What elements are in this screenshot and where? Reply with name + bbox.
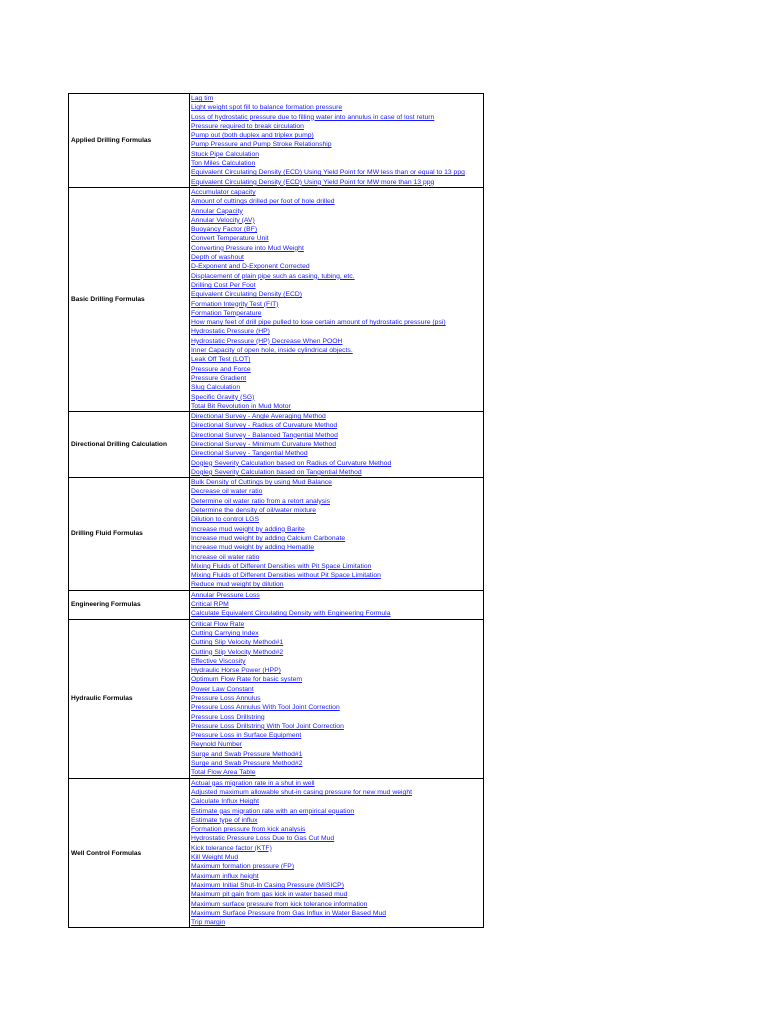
formula-link[interactable]: Estimate type of influx xyxy=(191,816,258,824)
category-label: Hydraulic Formulas xyxy=(69,619,190,778)
links-cell xyxy=(190,94,484,188)
formula-link[interactable]: Determine the density of oil/water mixture xyxy=(191,507,317,515)
category-label: Basic Drilling Formulas xyxy=(69,187,190,411)
section-row xyxy=(69,619,484,778)
formula-link[interactable]: Directional Survey - Radius of Curvature Method xyxy=(191,422,338,430)
formula-link[interactable]: Pressure required to break circulation xyxy=(191,122,304,130)
formula-link[interactable]: Total Flow Area Table xyxy=(191,769,256,777)
section-row xyxy=(69,412,484,478)
category-label: Well Control Formulas xyxy=(69,778,190,928)
formula-link[interactable]: Surge and Swab Pressure Method#2 xyxy=(191,760,303,768)
formula-link[interactable]: Cutting Carrying Index xyxy=(191,629,259,637)
formula-link[interactable]: Directional Survey - Balanced Tangential Method xyxy=(191,431,338,439)
formula-link[interactable]: Calculate Influx Height xyxy=(191,798,260,806)
formula-link[interactable]: Inner Capacity of open hole, inside cylindrical objects. xyxy=(191,347,353,355)
formula-link[interactable]: Pump Pressure and Pump Stroke Relationship xyxy=(191,141,332,149)
formula-link[interactable]: Stuck Pipe Calculation xyxy=(191,150,260,158)
formula-link[interactable]: Maximum influx height xyxy=(191,872,259,880)
formula-link[interactable]: Formation Temperature xyxy=(191,309,262,317)
section-row xyxy=(69,187,484,411)
formula-link[interactable]: Pump out (both duplex and triplex pump) xyxy=(191,132,314,140)
formula-link[interactable]: Reduce mud weight by dilution xyxy=(191,581,284,589)
formula-link[interactable]: Critical Flow Rate xyxy=(191,620,245,628)
formula-link[interactable]: Maximum Surface Pressure from Gas Influx in Water Based Mud xyxy=(191,909,387,917)
formula-link[interactable]: Directional Survey - Minimum Curvature Method xyxy=(191,440,337,448)
formula-link[interactable]: Directional Survey - Tangential Method xyxy=(191,450,308,458)
formula-link[interactable]: Annular Velocity (AV) xyxy=(191,216,255,224)
formula-link[interactable]: Increase mud weight by adding Calcium Carbonate xyxy=(191,534,346,542)
formula-link[interactable]: Bulk Density of Cuttings by using Mud Balance xyxy=(191,479,332,487)
formula-link[interactable]: Decrease oil water ratio xyxy=(191,488,263,496)
formula-link[interactable]: Trip margin xyxy=(191,919,226,927)
section-row xyxy=(69,778,484,928)
formula-link[interactable]: Convert Temperature Unit xyxy=(191,235,269,243)
formula-link[interactable]: Ton Miles Calculation xyxy=(191,160,256,168)
formula-link[interactable]: Lag tim xyxy=(191,95,214,102)
formula-link[interactable]: Power Law Constant xyxy=(191,685,254,693)
formula-link[interactable]: Pressure Loss in Surface Equipment xyxy=(191,732,302,740)
formula-link[interactable]: Total Bit Revolution in Mud Motor xyxy=(191,402,291,410)
formula-link[interactable]: Loss of hydrostatic pressure due to filling water into annulus in case of lost return xyxy=(191,113,435,121)
formula-link[interactable]: Cutting Slip Velocity Method#1 xyxy=(191,639,284,647)
formula-link[interactable]: Pressure Loss Drillstring xyxy=(191,713,265,721)
formula-link[interactable]: D-Exponent and D-Exponent Corrected xyxy=(191,263,310,271)
formula-link[interactable]: Pressure Loss Drillstring With Tool Joint Correction xyxy=(191,722,344,730)
formula-link[interactable]: Cutting Slip Velocity Method#2 xyxy=(191,648,284,656)
formula-link[interactable]: Dogleg Severity Calculation based on Tangential Method xyxy=(191,468,362,476)
formula-index-table xyxy=(68,93,484,928)
formula-link[interactable]: Equivalent Circulating Density (ECD) xyxy=(191,291,303,299)
formula-link[interactable]: Displacement of plain pipe such as casing, tubing, etc. xyxy=(191,272,355,280)
formula-link[interactable]: Effective Viscosity xyxy=(191,657,246,665)
category-label: Applied Drilling Formulas xyxy=(69,94,190,188)
formula-link[interactable]: Optimum Flow Rate for basic system xyxy=(191,676,303,684)
links-cell xyxy=(190,590,484,619)
section-row xyxy=(69,94,484,188)
formula-link[interactable]: Leak Off Test (LOT) xyxy=(191,356,251,364)
formula-link[interactable]: Reynold Number xyxy=(191,741,242,749)
links-cell xyxy=(190,619,484,778)
formula-link[interactable]: Annular Capacity xyxy=(191,207,243,215)
formula-link[interactable]: Pressure and Force xyxy=(191,365,251,373)
section-row xyxy=(69,590,484,619)
formula-link[interactable]: Surge and Swab Pressure Method#1 xyxy=(191,750,303,758)
formula-link[interactable]: Annular Pressure Loss xyxy=(191,591,260,599)
formula-link[interactable]: Light weight spot fill to balance formation pressure xyxy=(191,104,343,112)
formula-link[interactable]: Mixing Fluids of Different Densities with Pit Space Limitation xyxy=(191,562,372,570)
formula-link[interactable]: Pressure Loss Annulus With Tool Joint Correction xyxy=(191,704,340,712)
formula-link[interactable]: Dogleg Severity Calculation based on Radius of Curvature Method xyxy=(191,459,392,467)
formula-link[interactable]: Mixing Fluids of Different Densities without Pit Space Limitation xyxy=(191,572,381,580)
formula-link[interactable]: Maximum Initial Shut-In Casing Pressure (MISICP) xyxy=(191,881,344,889)
formula-link[interactable]: Formation pressure from kick analysis xyxy=(191,826,306,834)
formula-link[interactable]: Equivalent Circulating Density (ECD) Using Yield Point for MW more than 13 ppg xyxy=(191,178,435,186)
formula-link[interactable]: Slug Calculation xyxy=(191,384,241,392)
formula-link[interactable]: Kill Weight Mud xyxy=(191,854,239,862)
formula-link[interactable]: Increase mud weight by adding Hematite xyxy=(191,544,315,552)
formula-link[interactable]: Dilution to control LGS xyxy=(191,516,260,524)
links-cell xyxy=(190,478,484,591)
formula-link[interactable]: Specific Gravity (SG) xyxy=(191,393,255,401)
formula-link[interactable]: Pressure Gradient xyxy=(191,374,247,382)
formula-link[interactable]: Buoyancy Factor (BF) xyxy=(191,226,258,234)
formula-link[interactable]: Drilling Cost Per Foot xyxy=(191,281,256,289)
formula-link[interactable]: Calculate Equivalent Circulating Density with Engineering Formula xyxy=(191,610,391,618)
formula-link[interactable]: Increase mud weight by adding Barite xyxy=(191,525,305,533)
formula-link[interactable]: Equivalent Circulating Density (ECD) Using Yield Point for MW less than or equal to 13 ppg xyxy=(191,169,465,177)
section-row xyxy=(69,478,484,591)
formula-link[interactable]: Maximum formation pressure (FP) xyxy=(191,863,295,871)
formula-link[interactable]: Accumulator capacity xyxy=(191,188,256,196)
formula-link[interactable]: Determine oil water ratio from a retort analysis xyxy=(191,497,331,505)
formula-link[interactable]: Amount of cuttings drilled per foot of hole drilled xyxy=(191,198,335,206)
category-label: Engineering Formulas xyxy=(69,590,190,619)
formula-link[interactable]: Hydrostatic Pressure (HP) xyxy=(191,328,270,336)
formula-link[interactable]: Maximum pit gain from gas kick in water based mud xyxy=(191,891,348,899)
formula-link[interactable]: Depth of washout xyxy=(191,254,244,262)
formula-link[interactable]: Hydraulic Horse Power (HPP) xyxy=(191,667,281,675)
formula-link[interactable]: Maximum surface pressure from kick tolerance information xyxy=(191,900,368,908)
formula-link[interactable]: Converting Pressure into Mud Weight xyxy=(191,244,304,252)
formula-link[interactable]: Adjusted maximum allowable shut-in casing pressure for new mud weight xyxy=(191,788,413,796)
formula-link[interactable]: Estimate gas migration rate with an empirical equation xyxy=(191,807,355,815)
formula-link[interactable]: Actual gas migration rate in a shut in well xyxy=(191,779,315,787)
formula-link[interactable]: Increase oil water ratio xyxy=(191,553,260,561)
formula-link[interactable]: Kick tolerance factor (KTF) xyxy=(191,844,272,852)
formula-link[interactable]: Critical RPM xyxy=(191,601,229,609)
links-cell xyxy=(190,187,484,411)
links-cell xyxy=(190,412,484,478)
formula-link[interactable]: Hydrostatic Pressure (HP) Decrease When POOH xyxy=(191,337,343,345)
formula-link[interactable]: How many feet of drill pipe pulled to lose certain amount of hydrostatic pressure (psi) xyxy=(191,319,446,327)
category-label: Directional Drilling Calculation xyxy=(69,412,190,478)
formula-link[interactable]: Directional Survey - Angle Averaging Method xyxy=(191,413,326,421)
formula-link[interactable]: Hydrostatic Pressure Loss Due to Gas Cut Mud xyxy=(191,835,335,843)
category-label: Drilling Fluid Formulas xyxy=(69,478,190,591)
formula-link[interactable]: Formation Integrity Test (FIT) xyxy=(191,300,279,308)
links-cell xyxy=(190,778,484,928)
formula-link[interactable]: Pressure Loss Annulus xyxy=(191,695,261,702)
